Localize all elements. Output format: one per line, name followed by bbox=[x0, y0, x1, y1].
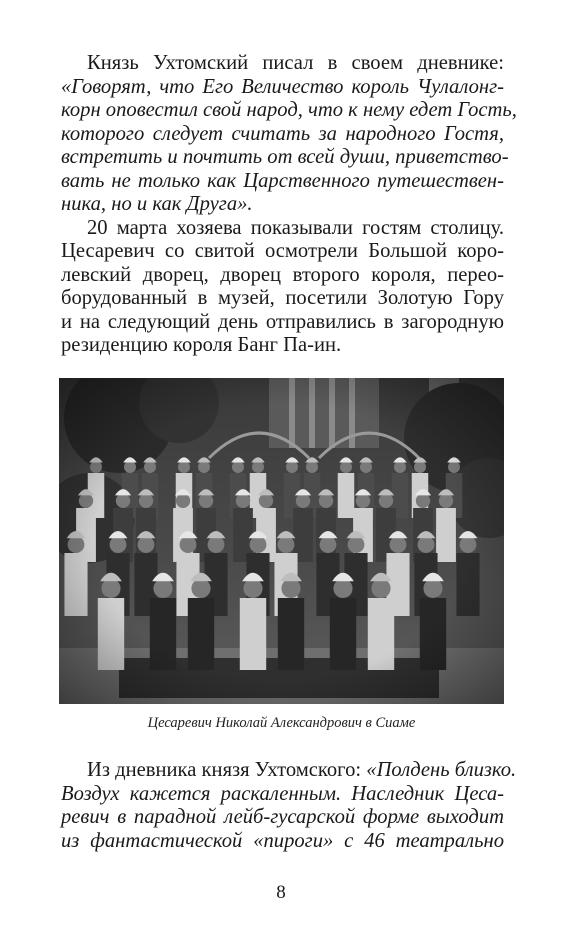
paragraph-line: встретить и почтить от всей души, приветство- bbox=[61, 146, 509, 168]
paragraph-city-tour bbox=[61, 217, 504, 358]
paragraph-line: ревич в парадной лейб-гусарской форме выходит bbox=[61, 806, 504, 828]
paragraph-line: Князь Ухтомский писал в своем дневнике: bbox=[87, 52, 504, 74]
paragraph-quote-start: «Полдень близко. bbox=[366, 759, 517, 781]
paragraph-line: Воздух кажется раскаленным. Наследник Цеса- bbox=[61, 782, 504, 805]
paragraph-line: 20 марта хозяева показывали гостям столицу. bbox=[87, 216, 504, 239]
paragraph-line: борудованный в музей, посетили Золотую Гору bbox=[61, 287, 504, 309]
paragraph-diary-quote bbox=[61, 52, 517, 217]
photo-caption: Цесаревич Николай Александрович в Сиаме bbox=[147, 715, 416, 731]
paragraph-line: вать не только как Царственного путешествен- bbox=[61, 169, 504, 192]
paragraph-line: Цесаревич со свитой осмотрели Большой коро- bbox=[61, 240, 504, 262]
paragraph-line: ника, но и как Друга». bbox=[61, 193, 253, 215]
text-block-top bbox=[61, 52, 517, 358]
paragraph-diary-excerpt bbox=[61, 759, 517, 853]
paragraph-line: левский дворец, дворец второго короля, перео- bbox=[61, 263, 504, 286]
paragraph-line: которого следует считать за народного Гостя, bbox=[61, 122, 504, 145]
paragraph-line: «Говорят, что Его Величество король Чулалонг- bbox=[61, 75, 504, 98]
paragraph-line: резиденцию короля Банг Па-ин. bbox=[61, 334, 342, 356]
paragraph-line: из фантастической «пироги» с 46 театрально bbox=[61, 829, 504, 852]
paragraph-line: корн оповестил свой народ, что к нему едет Гость, bbox=[61, 99, 517, 121]
historical-group-photo bbox=[59, 378, 504, 704]
text-block-bottom bbox=[61, 759, 517, 853]
paragraph-line: и на следующий день отправились в загородную bbox=[61, 310, 504, 333]
paragraph-lead: Из дневника князя Ухтомского: bbox=[87, 759, 367, 781]
page-number: 8 bbox=[276, 882, 286, 903]
